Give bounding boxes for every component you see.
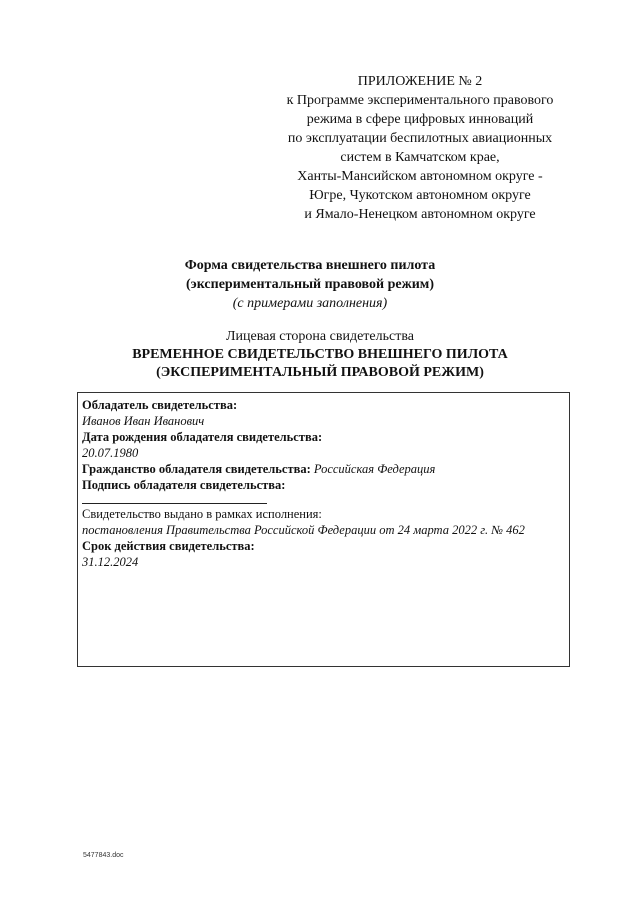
validity-label: Срок действия свидетельства:	[82, 539, 255, 553]
form-title	[140, 256, 480, 313]
appendix-line: Югре, Чукотском автономном округе	[309, 188, 531, 203]
appendix-line: ПРИЛОЖЕНИЕ № 2	[357, 74, 483, 89]
dob-value: 20.07.1980	[82, 446, 139, 460]
form-title-line: (экспериментальный правовой режим)	[185, 277, 434, 292]
signature-label: Подпись обладателя свидетельства:	[82, 478, 286, 492]
face-subtitle: Лицевая сторона свидетельства	[226, 329, 414, 344]
holder-label: Обладатель свидетельства:	[82, 398, 238, 412]
citizenship-label: Гражданство обладателя свидетельства:	[82, 462, 311, 476]
appendix-line: по эксплуатации беспилотных авиационных	[287, 131, 553, 146]
document-id: 5477843.doc	[83, 852, 124, 859]
certificate-title-regime: (ЭКСПЕРИМЕНТАЛЬНЫЙ ПРАВОВОЙ РЕЖИМ)	[156, 365, 484, 380]
certificate-box	[77, 392, 570, 667]
holder-value: Иванов Иван Иванович	[82, 414, 205, 428]
signature-line	[82, 493, 267, 504]
appendix-line: к Программе экспериментального правового	[286, 93, 554, 108]
appendix-line: Ханты-Мансийском автономном округе -	[297, 169, 543, 184]
certificate-title: ВРЕМЕННОЕ СВИДЕТЕЛЬСТВО ВНЕШНЕГО ПИЛОТА	[132, 347, 508, 362]
citizenship-value: Российская Федерация	[313, 462, 436, 476]
appendix-line: и Ямало-Ненецком автономном округе	[304, 207, 536, 222]
form-title-line: Форма свидетельства внешнего пилота	[184, 258, 436, 273]
face-side-heading	[60, 328, 580, 382]
dob-label: Дата рождения обладателя свидетельства:	[82, 430, 323, 444]
appendix-line: систем в Камчатском крае,	[340, 150, 500, 165]
citizenship-row	[82, 461, 565, 477]
appendix-line: режима в сфере цифровых инноваций	[306, 112, 534, 127]
form-title-note: (с примерами заполнения)	[232, 296, 388, 311]
appendix-header	[260, 72, 580, 224]
issued-label: Свидетельство выдано в рамках исполнения:	[82, 507, 322, 521]
issued-value: постановления Правительства Российской Федерации от 24 марта 2022 г. № 462	[82, 523, 525, 537]
validity-value: 31.12.2024	[82, 555, 139, 569]
